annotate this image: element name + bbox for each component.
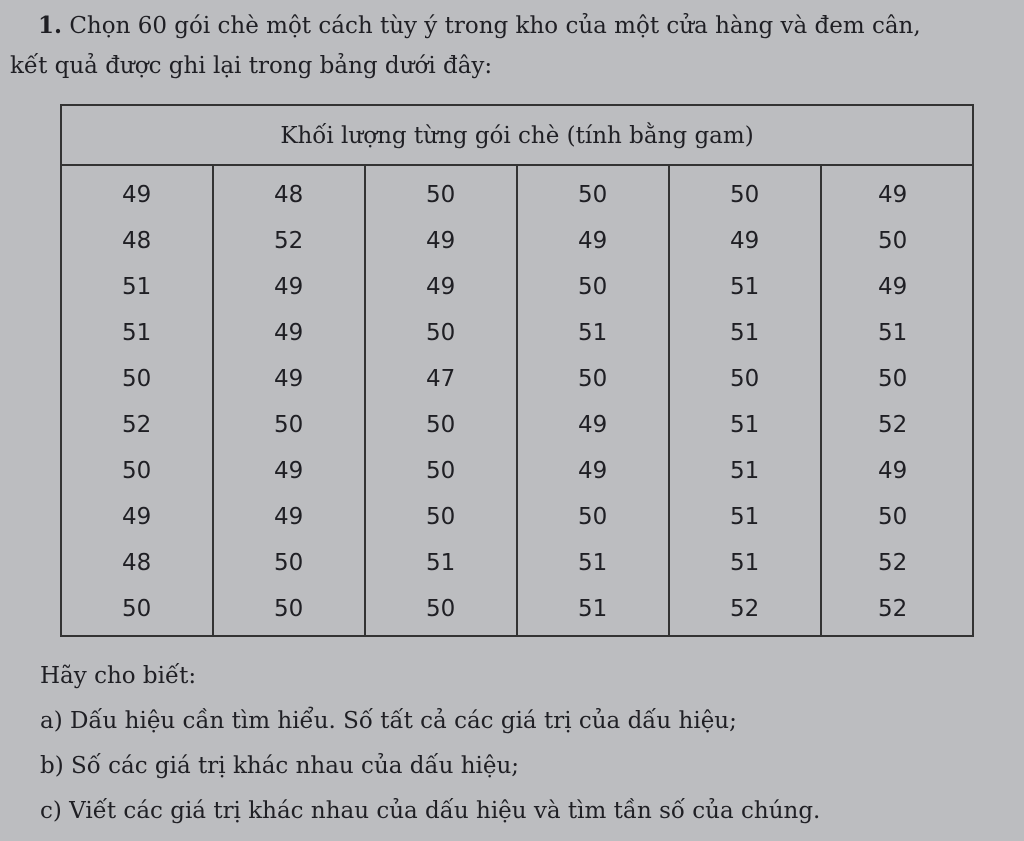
table-cell: 52 [878,596,908,622]
table-cell: 49 [578,228,608,254]
table-cell: 50 [274,412,304,438]
table-cell: 50 [878,366,908,392]
table-cell: 49 [878,182,908,208]
problem-intro [10,6,1024,86]
table-cell: 51 [122,274,152,300]
table-cell: 49 [426,274,456,300]
table-cell: 49 [122,504,152,530]
table-cell: 49 [274,320,304,346]
table-cell: 50 [426,458,456,484]
table-body [62,166,972,635]
intro-line-1 [10,6,1024,46]
table-cell: 48 [122,550,152,576]
questions-prompt: Hãy cho biết: [40,663,197,689]
table-cell: 51 [426,550,456,576]
table-cell: 50 [878,504,908,530]
table-cell: 49 [274,504,304,530]
table-cell: 50 [426,596,456,622]
table-cell: 49 [426,228,456,254]
questions [40,654,820,834]
table-column [518,166,670,635]
table-cell: 49 [274,366,304,392]
table-cell: 51 [730,274,760,300]
table-cell: 51 [730,320,760,346]
table-cell: 50 [578,274,608,300]
table-cell: 49 [578,458,608,484]
table-column [62,166,214,635]
table-cell: 51 [578,596,608,622]
table-cell: 52 [878,412,908,438]
table-cell: 49 [878,274,908,300]
table-cell: 50 [578,504,608,530]
table-cell: 50 [578,182,608,208]
question-a: a) Dấu hiệu cần tìm hiểu. Số tất cả các giá trị của dấu hiệu; [40,708,737,734]
table-cell: 49 [878,458,908,484]
table-cell: 49 [274,458,304,484]
question-c: c) Viết các giá trị khác nhau của dấu hiệu và tìm tần số của chúng. [40,798,821,824]
table-cell: 50 [426,182,456,208]
table-cell: 51 [730,550,760,576]
table-cell: 50 [578,366,608,392]
table-cell: 50 [274,596,304,622]
table-cell: 49 [578,412,608,438]
table-cell: 49 [122,182,152,208]
table-column [214,166,366,635]
table-cell: 51 [578,320,608,346]
table-cell: 51 [730,504,760,530]
table-cell: 52 [274,228,304,254]
table-cell: 51 [578,550,608,576]
table-cell: 51 [122,320,152,346]
table-column [670,166,822,635]
table-cell: 48 [274,182,304,208]
table-cell: 50 [730,182,760,208]
weights-table [60,104,974,637]
table-cell: 47 [426,366,456,392]
table-cell: 50 [122,366,152,392]
problem-number: 1. [38,12,63,39]
table-cell: 50 [122,458,152,484]
table-cell: 50 [426,320,456,346]
table-cell: 50 [730,366,760,392]
table-column [366,166,518,635]
table-cell: 51 [730,412,760,438]
table-cell: 50 [122,596,152,622]
table-cell: 51 [878,320,908,346]
table-cell: 49 [274,274,304,300]
intro-line-2: kết quả được ghi lại trong bảng dưới đây: [10,53,493,79]
table-cell: 52 [730,596,760,622]
table-cell: 50 [426,504,456,530]
table-cell: 51 [730,458,760,484]
table-cell: 50 [878,228,908,254]
table-title: Khối lượng từng gói chè (tính bằng gam) [62,106,972,166]
table-cell: 52 [878,550,908,576]
table-column [822,166,972,635]
table-cell: 50 [426,412,456,438]
table-cell: 49 [730,228,760,254]
intro-text-1: Chọn 60 gói chè một cách tùy ý trong kho của một cửa hàng và đem cân, [69,13,921,39]
question-b: b) Số các giá trị khác nhau của dấu hiệu; [40,753,520,779]
table-cell: 52 [122,412,152,438]
table-cell: 50 [274,550,304,576]
table-cell: 48 [122,228,152,254]
